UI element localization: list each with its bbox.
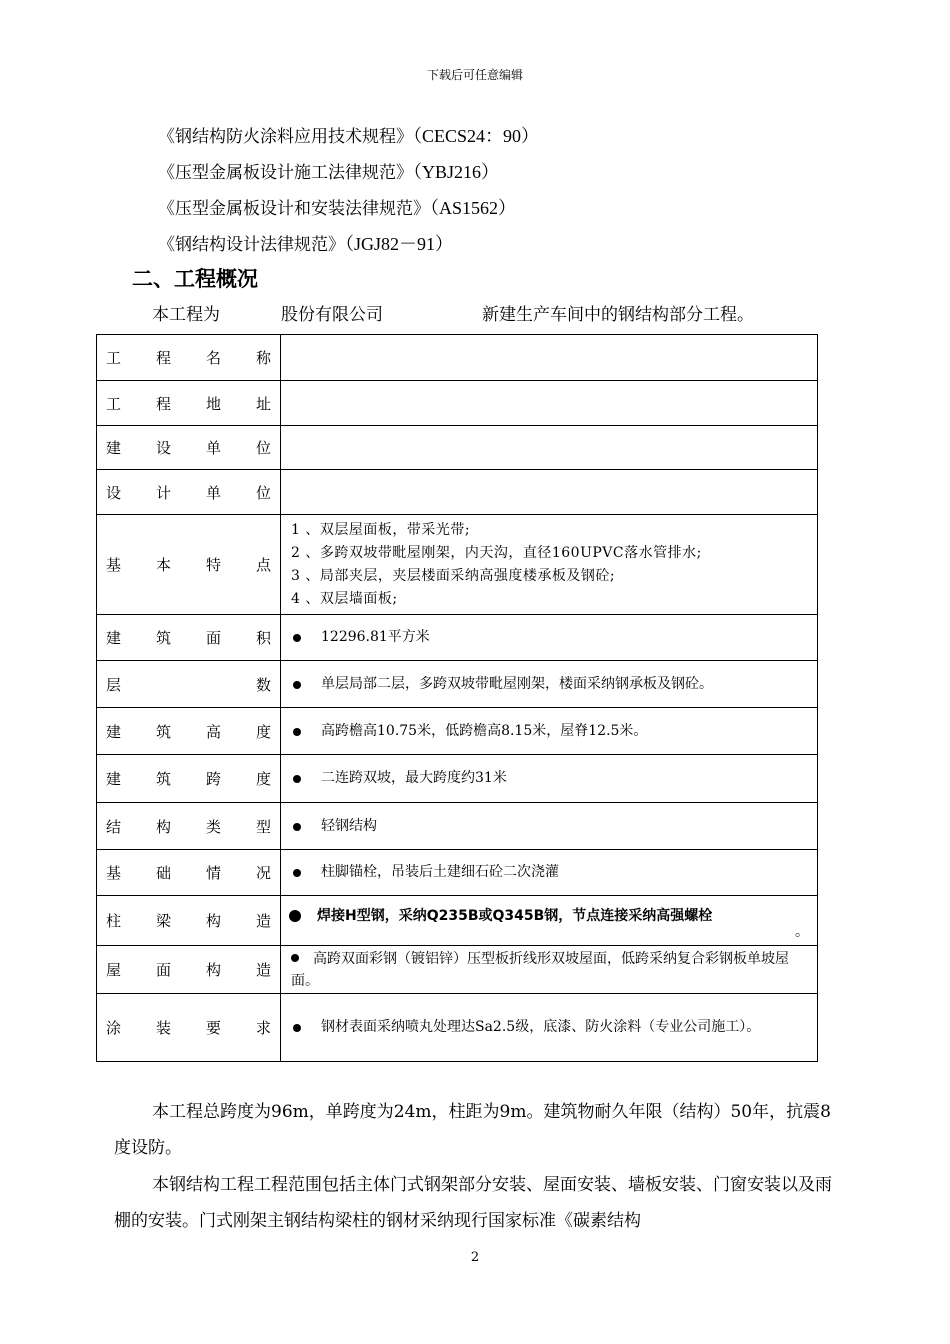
row-value [281,755,818,803]
label-char: 位 [255,439,271,457]
label-char: 建 [106,722,122,741]
label-char: 构 [155,817,171,836]
bullet-icon [293,869,301,877]
section-title: 二、工程概况 [132,267,258,291]
label-char: 建 [106,629,122,647]
table-row [97,615,818,661]
bullet-icon [293,728,301,736]
label-char: 造 [255,912,271,930]
row-value [281,803,818,850]
label-char: 构 [205,961,221,979]
row-value [281,381,818,426]
label-char: 情 [205,864,221,882]
table-row [97,515,818,615]
row-label [97,426,281,470]
row-value [281,708,818,755]
label-char: 造 [255,961,271,979]
paragraph-text: 本工程总跨度为96m，单跨度为24m，柱距为9m。建筑物耐久年限（结构）50年，抗震8度设防。 [114,1102,831,1158]
label-char: 址 [255,394,271,413]
row-label [97,381,281,426]
label-char: 型 [255,817,271,836]
row-value [281,946,818,994]
label-char: 工 [106,394,122,413]
feature-line: 4 、双层墙面板; [291,590,398,607]
label-char: 类 [205,817,221,836]
reference-2 [158,158,499,184]
row-label [97,661,281,708]
value-text: 二连跨双坡，最大跨度约31米 [321,770,507,786]
row-value [281,661,818,708]
table-row [97,755,818,803]
intro-part3: 新建生产车间中的钢结构部分工程。 [482,305,754,325]
label-char: 基 [106,864,122,882]
label-char: 筑 [155,722,171,741]
label-char: 屋 [106,961,122,979]
label-char: 基 [106,556,122,574]
page-header: 下载后可任意编辑 [426,68,523,82]
feature-line: 1 、双层屋面板，带采光带; [291,521,471,538]
reference-title: 《钢结构设计法律规范》 [158,235,345,255]
row-value [281,615,818,661]
bullet-icon [293,1024,301,1032]
reference-code: （YBJ216） [413,162,500,182]
table-row [97,661,818,708]
label-char: 设 [106,483,122,502]
row-label [97,896,281,946]
value-text: 高跨檐高10.75米，低跨檐高8.15米，屋脊12.5米。 [321,722,648,739]
reference-3 [158,194,516,220]
value-tail: 。 [795,923,809,940]
row-value [281,335,818,381]
bullet-icon [293,634,301,642]
row-label [97,515,281,615]
reference-title: 《压型金属板设计施工法律规范》 [158,163,413,183]
reference-title: 《钢结构防火涂料应用技术规程》 [158,127,413,147]
label-char: 数 [255,675,271,694]
intro-part1: 本工程为 [152,305,220,325]
feature-line: 3 、局部夹层，夹层楼面采纳高强度楼承板及钢砼; [291,567,616,584]
row-label [97,850,281,896]
value-text: 焊接H型钢，采纳Q235B或Q345B钢，节点连接采纳高强螺栓 [317,907,713,924]
reference-code: （CECS24：90） [413,126,540,146]
table-row [97,381,818,426]
value-text: 钢材表面采纳喷丸处理达Sa2.5级，底漆、防火涂料（专业公司施工）。 [321,1019,761,1035]
label-char: 筑 [155,770,171,788]
bullet-icon [291,954,299,962]
row-label [97,470,281,515]
label-char: 点 [255,556,271,574]
reference-title: 《压型金属板设计和安装法律规范》 [158,199,430,219]
label-char: 工 [106,349,122,367]
value-text: 高跨双面彩钢（镀铝锌）压型板折线形双坡屋面，低跨采纳复合彩钢板单坡屋面。 [291,950,789,989]
bullet-icon [293,681,301,689]
reference-code: （JGJ82－91） [345,234,454,254]
label-char: 础 [155,864,171,882]
label-char: 面 [155,961,171,979]
row-value [281,994,818,1062]
row-label [97,335,281,381]
page-number: 2 [470,1250,480,1265]
label-char: 单 [205,483,221,502]
label-char: 装 [155,1019,171,1037]
label-char: 跨 [205,770,221,788]
row-label [97,708,281,755]
body-paragraph-2 [114,1167,834,1239]
label-char: 况 [255,864,271,882]
row-value [281,426,818,470]
label-char: 筑 [155,629,171,647]
label-char: 程 [155,394,171,413]
row-value [281,515,818,615]
row-label [97,946,281,994]
label-char: 名 [205,349,221,367]
label-char: 梁 [155,912,171,930]
intro-part2: 股份有限公司 [281,305,383,325]
label-char: 建 [106,439,122,457]
body-paragraph-1 [114,1094,834,1166]
value-text: 单层局部二层，多跨双坡带毗屋刚架，楼面采纳钢承板及钢砼。 [321,675,713,692]
reference-code: （AS1562） [430,198,517,218]
bullet-icon [293,823,301,831]
reference-1 [158,122,539,148]
project-overview-table [96,334,818,1062]
row-label [97,615,281,661]
label-char: 建 [106,770,122,788]
label-char: 特 [205,556,221,574]
row-label [97,755,281,803]
label-char: 高 [205,722,221,741]
row-label [97,803,281,850]
table-row [97,946,818,994]
row-value [281,896,818,946]
table-row [97,896,818,946]
feature-line: 2 、多跨双坡带毗屋刚架，内天沟，直径160UPVC落水管排水; [291,544,702,561]
table-row [97,335,818,381]
value-text: 柱脚锚栓，吊装后土建细石砼二次浇灌 [321,864,559,880]
label-char: 程 [155,349,171,367]
value-text: 12296.81平方米 [321,629,430,645]
table-row [97,426,818,470]
row-value [281,850,818,896]
label-char: 求 [255,1019,271,1037]
label-char: 位 [255,483,271,502]
table-row [97,470,818,515]
label-char: 柱 [106,912,122,930]
table-row [97,803,818,850]
label-char: 设 [155,439,171,457]
value-text: 轻钢结构 [321,817,377,834]
label-char: 地 [205,394,221,413]
row-value [281,470,818,515]
table-row [97,994,818,1062]
reference-4 [158,230,453,256]
label-char: 积 [255,629,271,647]
bullet-icon [293,775,301,783]
table-row [97,708,818,755]
label-char: 度 [255,722,271,741]
label-char: 要 [205,1019,221,1037]
paragraph-text: 本钢结构工程工程范围包括主体门式钢架部分安装、屋面安装、墙板安装、门窗安装以及雨棚的安装。门式刚架主钢结构梁柱的钢材采纳现行国家标准《碳素结构 [114,1175,832,1231]
label-char: 层 [106,675,122,694]
bullet-icon [289,910,301,922]
label-char: 本 [155,556,171,574]
label-char: 称 [255,349,271,367]
label-char: 计 [155,483,171,502]
label-char: 单 [205,439,221,457]
table-row [97,850,818,896]
row-label [97,994,281,1062]
label-char: 面 [205,629,221,647]
label-char: 构 [205,912,221,930]
label-char: 涂 [106,1019,122,1037]
label-char: 结 [106,817,122,836]
label-char: 度 [255,770,271,788]
